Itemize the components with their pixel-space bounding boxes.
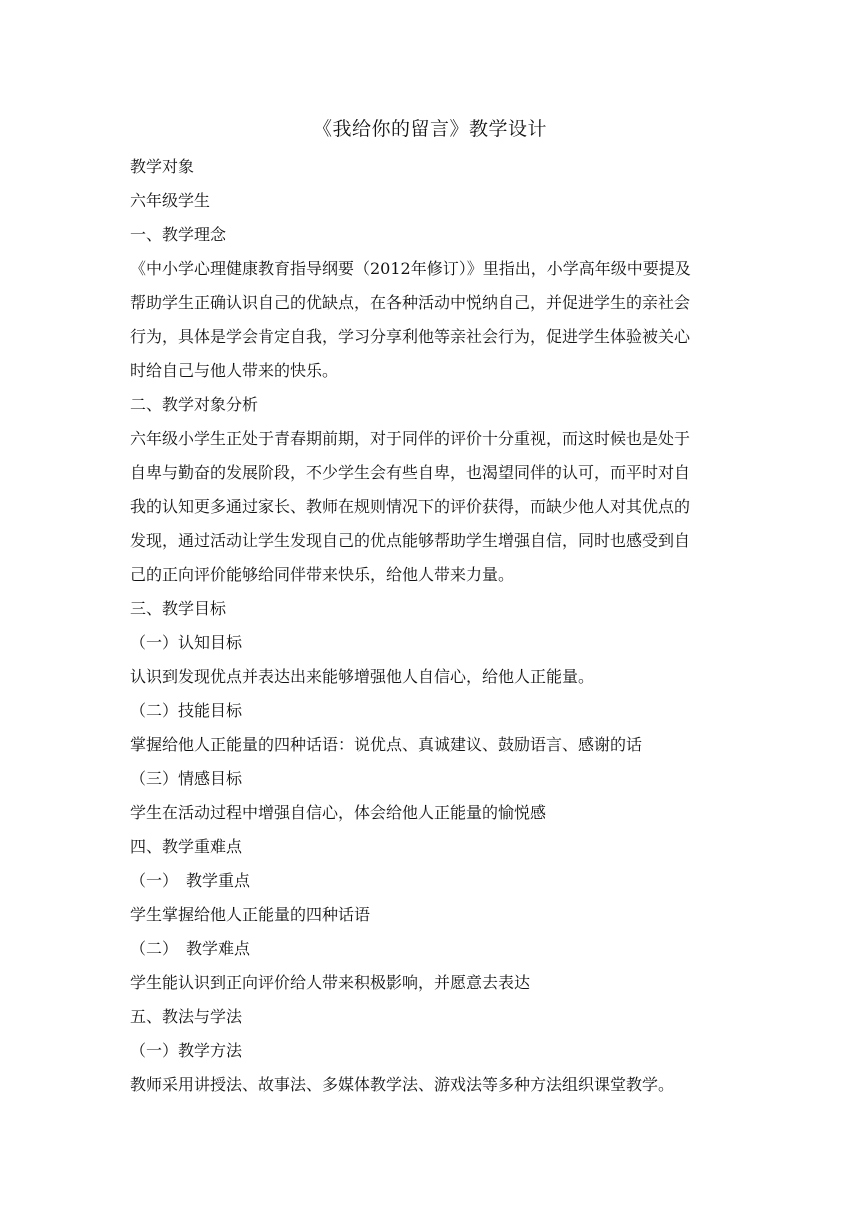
- paragraph-line: 己的正向评价能够给同伴带来快乐，给他人带来力量。: [130, 565, 515, 584]
- paragraph-line: 发现，通过活动让学生发现自己的优点能够帮助学生增强自信，同时也感受到自: [130, 531, 691, 550]
- subsection-heading: （一）教学方法: [130, 1041, 243, 1060]
- subsection-heading: （一）认知目标: [130, 633, 243, 652]
- section-heading-3: 三、教学目标: [130, 599, 227, 618]
- paragraph-line: 行为，具体是学会肯定自我，学习分享利他等亲社会行为，促进学生体验被关心: [130, 327, 691, 346]
- paragraph-line: 自卑与勤奋的发展阶段，不少学生会有些自卑，也渴望同伴的认可，而平时对自: [130, 463, 691, 482]
- section-label-teaching-target: 教学对象: [130, 157, 195, 176]
- paragraph-line: 学生在活动过程中增强自信心，体会给他人正能量的愉悦感: [130, 803, 547, 822]
- paragraph-line: 我的认知更多通过家长、教师在规则情况下的评价获得，而缺少他人对其优点的: [130, 497, 691, 516]
- paragraph-line: 时给自己与他人带来的快乐。: [130, 361, 339, 380]
- section-heading-1: 一、教学理念: [130, 225, 227, 244]
- subsection-heading: （二）技能目标: [130, 701, 243, 720]
- paragraph-line: 帮助学生正确认识自己的优缺点，在各种活动中悦纳自己，并促进学生的亲社会: [130, 293, 691, 312]
- paragraph-line: 《中小学心理健康教育指导纲要（2012年修订）》里指出，小学高年级中要提及: [130, 259, 691, 278]
- text-line: 六年级学生: [130, 191, 211, 210]
- paragraph-line: 教师采用讲授法、故事法、多媒体教学法、游戏法等多种方法组织课堂教学。: [130, 1075, 675, 1094]
- paragraph-line: 认识到发现优点并表达出来能够增强他人自信心，给他人正能量。: [130, 667, 595, 686]
- subsection-heading: （一） 教学重点: [130, 871, 251, 890]
- paragraph-line: 学生掌握给他人正能量的四种话语: [130, 905, 371, 924]
- subsection-heading: （二） 教学难点: [130, 939, 251, 958]
- paragraph-line: 掌握给他人正能量的四种话语：说优点、真诚建议、鼓励语言、感谢的话: [130, 735, 643, 754]
- section-heading-5: 五、教法与学法: [130, 1007, 243, 1026]
- subsection-heading: （三）情感目标: [130, 769, 243, 788]
- section-heading-2: 二、教学对象分析: [130, 395, 259, 414]
- paragraph-line: 六年级小学生正处于青春期前期，对于同伴的评价十分重视，而这时候也是处于: [130, 429, 691, 448]
- section-heading-4: 四、教学重难点: [130, 837, 243, 856]
- document-title: 《我给你的留言》教学设计: [312, 118, 547, 140]
- paragraph-line: 学生能认识到正向评价给人带来积极影响，并愿意去表达: [130, 973, 531, 992]
- document-body: [130, 152, 734, 1104]
